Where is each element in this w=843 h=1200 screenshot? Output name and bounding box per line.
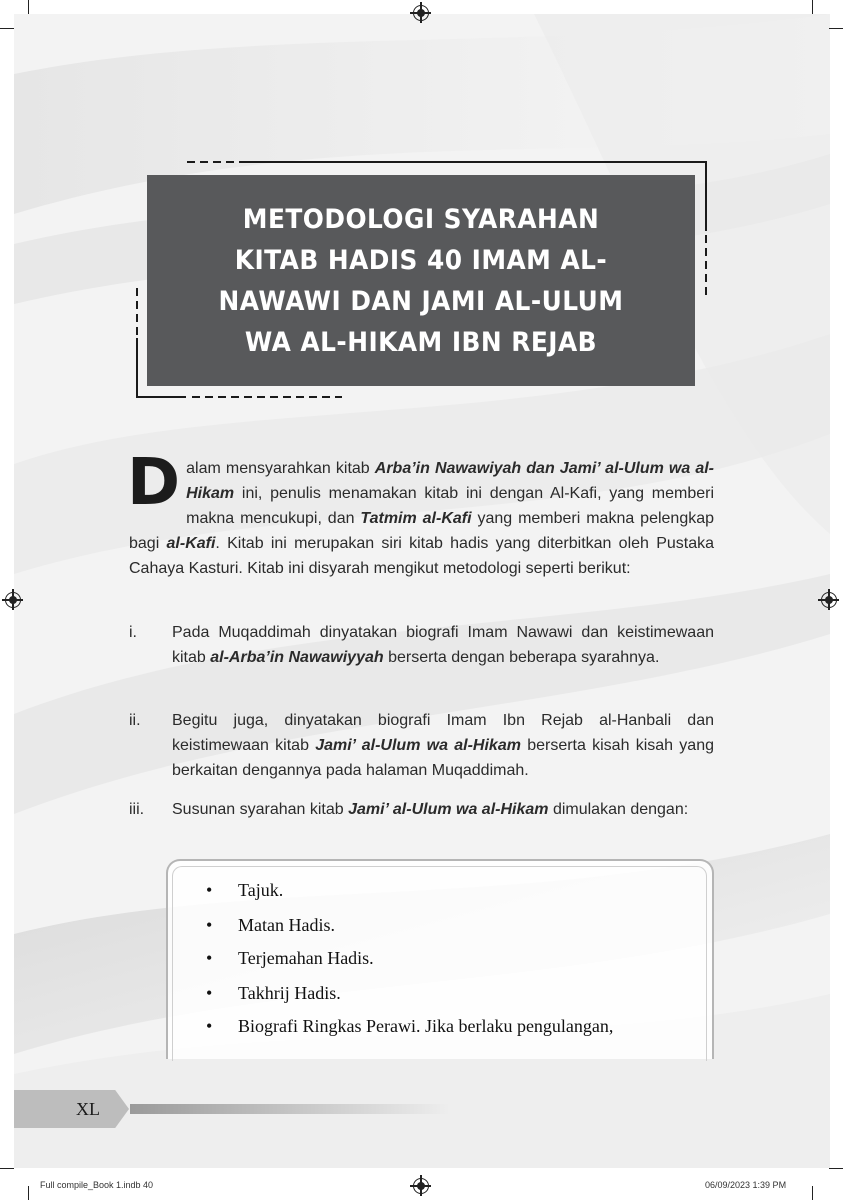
title-frame-dash [187,161,239,163]
list-item: i. Pada Muqaddimah dinyatakan biografi Imam Nawawi dan keistimewaan kitab al-Arba’in Nawawiyyah berserta dengan beberapa syarahnya. [129,620,714,670]
title-frame-line [136,396,186,398]
crop-mark [812,1186,813,1200]
title-frame-line [705,161,707,231]
crop-mark [829,1168,843,1169]
crop-mark [829,28,843,29]
page-title: METODOLOGI SYARAHAN KITAB HADIS 40 IMAM AL-NAWAWI DAN JAMI AL-ULUM WA AL-HIKAM IBN REJAB [218,203,624,358]
title-frame-line [136,338,138,398]
title-frame-line [239,161,707,163]
title-frame-dash [705,235,707,295]
page-number: XL [76,1099,100,1119]
crop-mark [0,1168,14,1169]
list-item: iii. Susunan syarahan kitab Jami’ al-Ulum wa al-Hikam dimulakan dengan: [129,797,714,822]
drop-cap: D [127,446,181,520]
registration-mark-icon [5,592,21,608]
registration-mark-icon [413,1178,429,1194]
crop-mark [0,28,14,29]
title-box [147,175,695,386]
registration-mark-icon [413,5,429,21]
list-number: i. [129,624,137,641]
registration-mark-icon [821,592,837,608]
page-number-tab [14,1090,129,1128]
crop-mark [812,0,813,14]
list-item: ii. Begitu juga, dinyatakan biografi Imam Ibn Rejab al-Hanbali dan keistimewaan kitab Jami’ al-Ulum wa al-Hikam berserta kisah kisah yang berkaitan dengannya pada halaman Muqaddimah. [129,708,714,783]
title-frame-dash [136,288,138,338]
crop-mark [28,1186,29,1200]
footer-bar [130,1104,450,1114]
list-number: ii. [129,712,141,729]
list-number: iii. [129,801,145,818]
slug-date: 06/09/2023 1:39 PM [705,1180,787,1190]
title-frame-dash [192,396,342,398]
slug-file: Full compile_Book 1.indb 40 [40,1180,154,1190]
intro-paragraph: Dalam mensyarahkan kitab Arba’in Nawawiyah dan Jami’ al-Ulum wa al-Hikam ini, penulis menamakan kitab ini dengan Al-Kafi, yang memberi makna mencukupi, dan Tatmim al-Kafi yang memberi makna pelengkap bagi al-Kafi. Kitab ini merupakan siri kitab hadis yang diterbitkan oleh Pustaka Cahaya Kasturi. Kitab ini disyarah mengikut metodologi seperti berikut: [127,446,715,577]
crop-mark [28,0,29,14]
